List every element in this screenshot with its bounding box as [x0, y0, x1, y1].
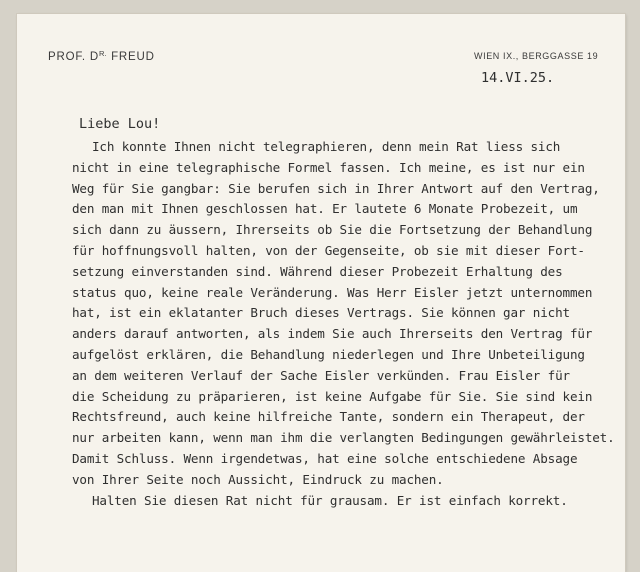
- letterhead-address: WIEN IX., BERGGASSE 19: [474, 51, 599, 61]
- letter-line: status quo, keine reale Veränderung. Was Herr Eisler jetzt unternommen: [72, 284, 593, 300]
- letter-line: anders darauf antworten, als indem Sie auch Ihrerseits den Vertrag für: [72, 326, 593, 342]
- letter-date: 14.VI.25.: [481, 70, 555, 86]
- letter-line: Damit Schluss. Wenn irgendetwas, hat eine solche entschiedene Absage: [72, 450, 578, 466]
- letterhead-name-superscript: R.: [98, 49, 108, 58]
- letter-page: [17, 14, 625, 572]
- letter-line: die Scheidung zu präparieren, ist keine Aufgabe für Sie. Sie sind kein: [72, 388, 593, 404]
- letter-line: hat, ist ein eklatanter Bruch dieses Vertrags. Sie können gar nicht: [72, 305, 570, 321]
- salutation: Liebe Lou!: [79, 116, 161, 132]
- letter-line: an dem weiteren Verlauf der Sache Eisler verkünden. Frau Eisler für: [72, 367, 570, 383]
- letter-line: aufgelöst erklären, die Behandlung niederlegen und Ihre Unbeteiligung: [72, 346, 585, 362]
- letter-line: setzung einverstanden sind. Während dieser Probezeit Erhaltung des: [72, 263, 563, 279]
- letter-line: Rechtsfreund, auch keine hilfreiche Tante, sondern ein Therapeut, der: [72, 409, 585, 425]
- letter-line: sich dann zu äussern, Ihrerseits ob Sie die Fortsetzung der Behandlung: [72, 222, 593, 238]
- letter-line: Ich konnte Ihnen nicht telegraphieren, denn mein Rat liess sich: [92, 139, 561, 154]
- letter-line: Halten Sie diesen Rat nicht für grausam. Er ist einfach korrekt.: [92, 492, 568, 508]
- letter-line: den man mit Ihnen geschlossen hat. Er lautete 6 Monate Probezeit, um: [72, 201, 578, 217]
- letterhead-name-prefix: PROF. D: [48, 51, 99, 63]
- letter-line: von Ihrer Seite noch Aussicht, Eindruck zu machen.: [72, 471, 444, 487]
- letterhead-name-suffix: FREUD: [107, 51, 155, 63]
- letter-line: nur arbeiten kann, wenn man ihm die verlangten Bedingungen gewährleistet.: [72, 430, 615, 446]
- letter-line: nicht in eine telegraphische Formel fassen. Ich meine, es ist nur ein: [72, 159, 585, 175]
- letter-line: für hoffnungsvoll halten, von der Gegenseite, ob sie mit dieser Fort-: [72, 242, 585, 258]
- letter-body: [72, 137, 615, 511]
- letterhead-name: [48, 49, 155, 63]
- letter-line: Weg für Sie gangbar: Sie berufen sich in Ihrer Antwort auf den Vertrag,: [72, 180, 600, 196]
